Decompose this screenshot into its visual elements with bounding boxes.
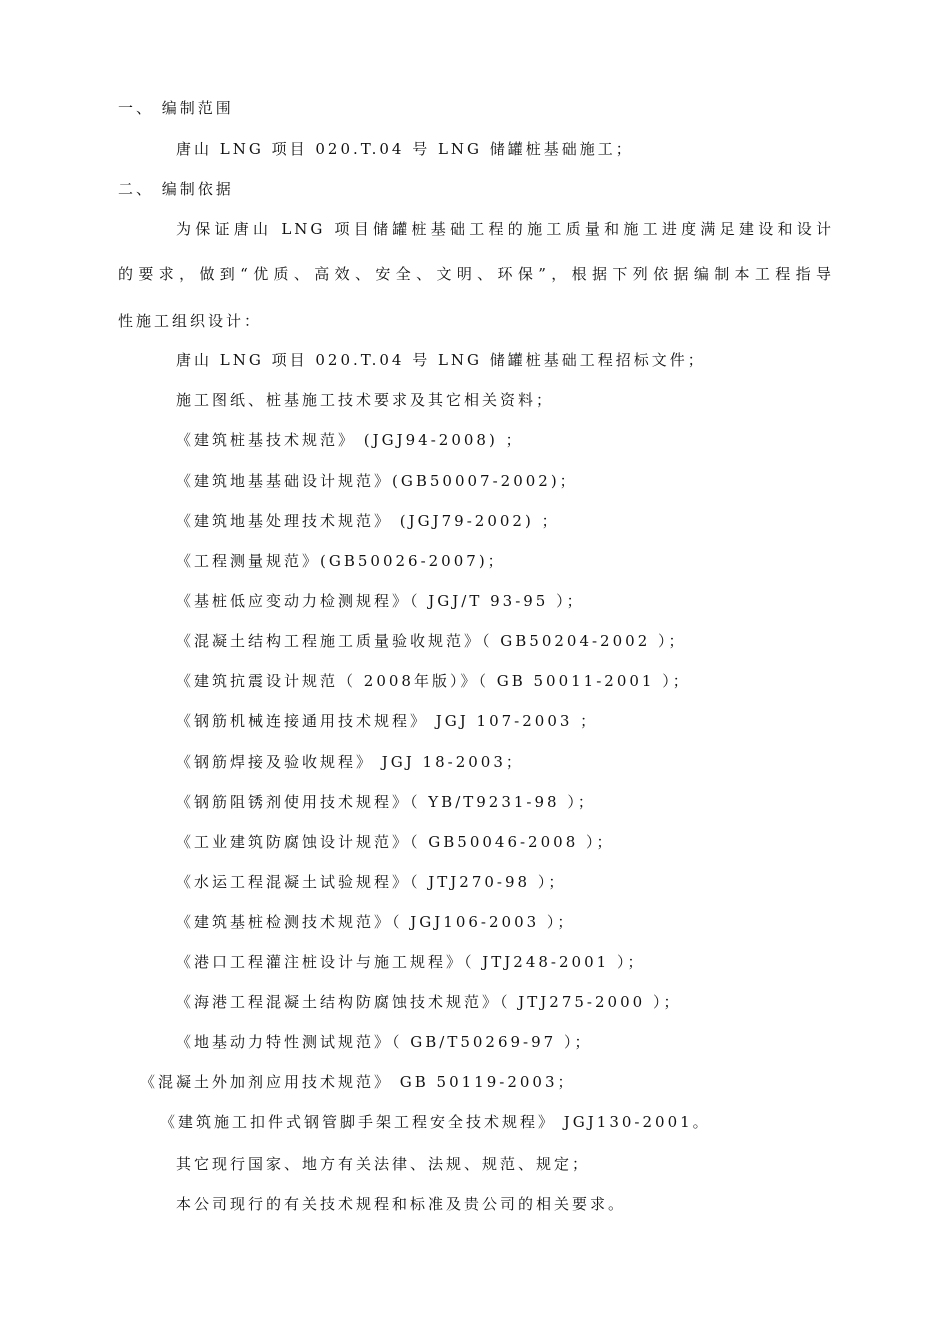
- basis-item: 唐山 LNG 项目 020.T.04 号 LNG 储罐桩基础工程招标文件；: [176, 351, 706, 369]
- scope-text: 唐山 LNG 项目 020.T.04 号 LNG 储罐桩基础施工；: [176, 140, 634, 158]
- basis-item: 本公司现行的有关技术规程和标准及贵公司的相关要求。: [176, 1195, 627, 1213]
- basis-item: 《钢筋焊接及验收规程》 JGJ 18-2003；: [176, 753, 524, 771]
- basis-intro-line-1: 为保证唐山 LNG 项目储罐桩基础工程的施工质量和施工进度满足建设和设计: [176, 220, 834, 238]
- basis-intro-line-2: 的要求，做到“优质、高效、安全、文明、环保”，根据下列依据编制本工程指导: [118, 265, 834, 283]
- basis-item: 《工业建筑防腐蚀设计规范》（ GB50046-2008 ）；: [176, 833, 615, 851]
- basis-item: 《钢筋阻锈剂使用技术规程》（ YB/T9231-98 ）；: [176, 793, 596, 811]
- basis-item: 《基桩低应变动力检测规程》（ JGJ/T 93-95 ）；: [176, 592, 585, 610]
- basis-item: 《建筑基桩检测技术规范》（ JGJ106-2003 ）；: [176, 913, 576, 931]
- basis-item: 《港口工程灌注桩设计与施工规程》（ JTJ248-2001 ）；: [176, 953, 646, 971]
- basis-item: 施工图纸、桩基施工技术要求及其它相关资料；: [176, 391, 555, 409]
- basis-item: 《混凝土外加剂应用技术规范》 GB 50119-2003；: [140, 1073, 576, 1091]
- basis-intro-line-3: 性施工组织设计：: [118, 312, 263, 330]
- basis-item: 《海港工程混凝土结构防腐蚀技术规范》（ JTJ275-2000 ）；: [176, 993, 682, 1011]
- basis-item: 《建筑桩基技术规范》 (JGJ94-2008) ；: [176, 431, 524, 449]
- basis-item: 《地基动力特性测试规范》（ GB/T50269-97 ）；: [176, 1033, 593, 1051]
- basis-item: 《混凝土结构工程施工质量验收规范》（ GB50204-2002 ）；: [176, 632, 687, 650]
- basis-item: 《建筑施工扣件式钢管脚手架工程安全技术规程》 JGJ130-2001。: [160, 1113, 711, 1131]
- basis-item: 《建筑地基基础设计规范》(GB50007-2002)；: [176, 472, 578, 490]
- section-heading-basis: 二、 编制依据: [118, 180, 234, 198]
- basis-item: 《钢筋机械连接通用技术规程》 JGJ 107-2003 ；: [176, 712, 599, 730]
- basis-item: 《水运工程混凝土试验规程》（ JTJ270-98 ）；: [176, 873, 567, 891]
- basis-item: 《工程测量规范》(GB50026-2007)；: [176, 552, 506, 570]
- basis-item: 《建筑地基处理技术规范》 (JGJ79-2002) ；: [176, 512, 560, 530]
- basis-item: 《建筑抗震设计规范（ 2008年版）》（ GB 50011-2001 ）；: [176, 672, 691, 690]
- basis-item: 其它现行国家、地方有关法律、法规、规范、规定；: [176, 1155, 591, 1173]
- section-heading-scope: 一、 编制范围: [118, 99, 234, 117]
